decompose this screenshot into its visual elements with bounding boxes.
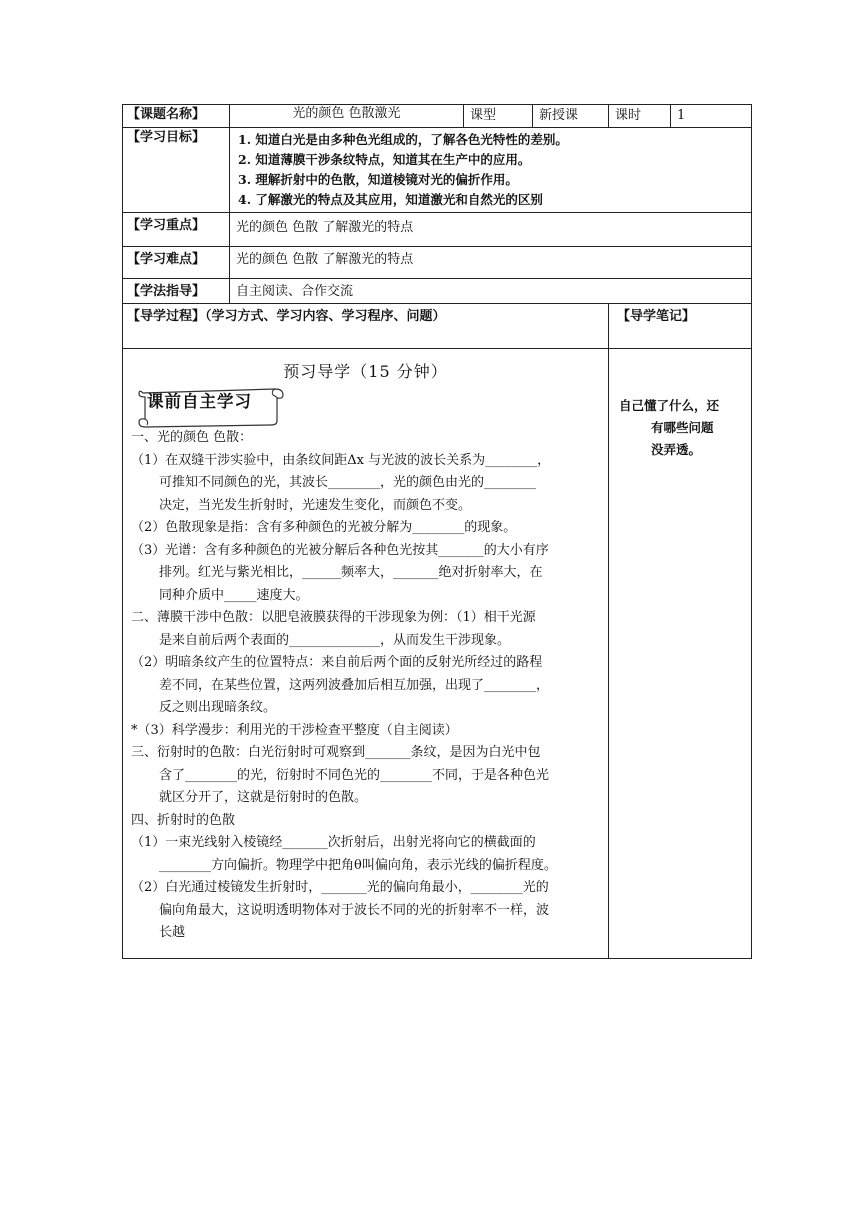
title-label: 【课题名称】	[123, 105, 230, 128]
hours-value: 1	[671, 105, 752, 128]
text-line: 偏向角最大，这说明透明物体对于波长不同的光的折射率不一样，波	[159, 902, 550, 918]
difficulties-value: 光的颜色 色散 了解激光的特点	[230, 247, 752, 279]
text-line: （2）白光通过棱镜发生折射时，_______光的偏向角最小，________光的	[131, 880, 549, 895]
process-header-row	[123, 304, 752, 349]
preview-section	[123, 349, 609, 959]
text-line: 同种介质中_____速度大。	[159, 587, 309, 603]
side-note-line: 自己懂了什么，还	[619, 398, 720, 413]
process-label: 【导学过程】（学习方式、学习内容、学习程序、问题）	[123, 304, 609, 349]
text-line: 决定，当光发生折射时，光速发生变化，而颜色不变。	[159, 497, 472, 513]
scroll-title: 课前自主学习	[147, 392, 252, 411]
notes-column	[609, 349, 752, 959]
side-note-line: 有哪些问题	[651, 420, 714, 435]
text-line: 反之则出现暗条纹。	[159, 700, 277, 715]
method-value: 自主阅读、合作交流	[230, 279, 752, 304]
text-line: 排列。红光与紫光相比，______频率大，_______绝对折射率大，在	[159, 565, 543, 580]
text-line: （2）明暗条纹产生的位置特点：来自前后两个面的反射光所经过的路程	[131, 655, 543, 670]
side-note	[609, 395, 751, 461]
method-label: 【学法指导】	[123, 279, 230, 304]
text-line: （1）在双缝干涉实验中，由条纹间距Δx 与光波的波长关系为________，	[131, 452, 551, 468]
text-line: ________方向偏折。物理学中把角θ叫偏向角，表示光线的偏折程度。	[159, 857, 557, 873]
text-line: 二、薄膜干涉中色散：以肥皂液膜获得的干涉现象为例：（1）相干光源	[131, 610, 536, 625]
text-line: 可推知不同颜色的光，其波长________，光的颜色由光的________	[159, 475, 537, 490]
method-row	[123, 279, 752, 304]
title-value: 光的颜色 色散激光	[230, 105, 464, 128]
lesson-plan-table	[122, 104, 752, 959]
text-line: *（3）科学漫步：利用光的干涉检查平整度（自主阅读）	[131, 722, 458, 738]
objectives-label: 【学习目标】	[123, 128, 230, 213]
objectives-row	[123, 128, 752, 213]
key-points-label: 【学习重点】	[123, 213, 230, 247]
text-line: 是来自前后两个表面的______________，从而发生干涉现象。	[159, 632, 511, 648]
text-line: （3）光谱：含有多种颜色的光被分解后各种色光按其_______的大小有序	[131, 542, 549, 558]
text-line: （1）一束光线射入棱镜经_______次折射后，出射光将向它的横截面的	[131, 835, 536, 850]
text-line: 就区分开了，这就是衍射时的色散。	[159, 790, 368, 805]
objective-item: 2. 知道薄膜干涉条纹特点，知道其在生产中的应用。	[238, 152, 531, 167]
title-row	[123, 105, 752, 128]
type-label: 课型	[464, 105, 533, 128]
preview-content	[123, 427, 608, 945]
section-title: 预习导学（15 分钟）	[283, 362, 448, 381]
content-row	[123, 349, 752, 959]
objective-item: 3. 理解折射中的色散，知道棱镜对光的偏折作用。	[238, 172, 518, 187]
difficulties-label: 【学习难点】	[123, 247, 230, 279]
objective-item: 1. 知道白光是由多种色光组成的，了解各色光特性的差别。	[238, 132, 568, 147]
text-line: 长越	[159, 925, 186, 940]
hours-label: 课时	[609, 105, 671, 128]
key-points-row	[123, 213, 752, 247]
key-points-value: 光的颜色 色散 了解激光的特点	[230, 213, 752, 247]
notes-label: 【导学笔记】	[609, 304, 752, 349]
type-value: 新授课	[533, 105, 609, 128]
text-line: 一、光的颜色 色散：	[131, 430, 253, 445]
text-line: （2）色散现象是指：含有多种颜色的光被分解为________的现象。	[131, 520, 517, 535]
objective-item: 4. 了解激光的特点及其应用，知道激光和自然光的区别	[238, 192, 543, 207]
text-line: 差不同，在某些位置，这两列波叠加后相互加强，出现了________，	[159, 677, 550, 693]
side-note-line: 没弄透。	[651, 442, 702, 457]
text-line: 四、折射时的色散	[131, 812, 236, 828]
difficulties-row	[123, 247, 752, 279]
scroll-banner	[137, 385, 285, 427]
text-line: 三、衍射时的色散：白光衍射时可观察到_______条纹，是因为白光中包	[131, 745, 541, 760]
objectives-list	[230, 128, 752, 213]
text-line: 含了________的光，衍射时不同色光的________不同，于是各种色光	[159, 767, 550, 783]
